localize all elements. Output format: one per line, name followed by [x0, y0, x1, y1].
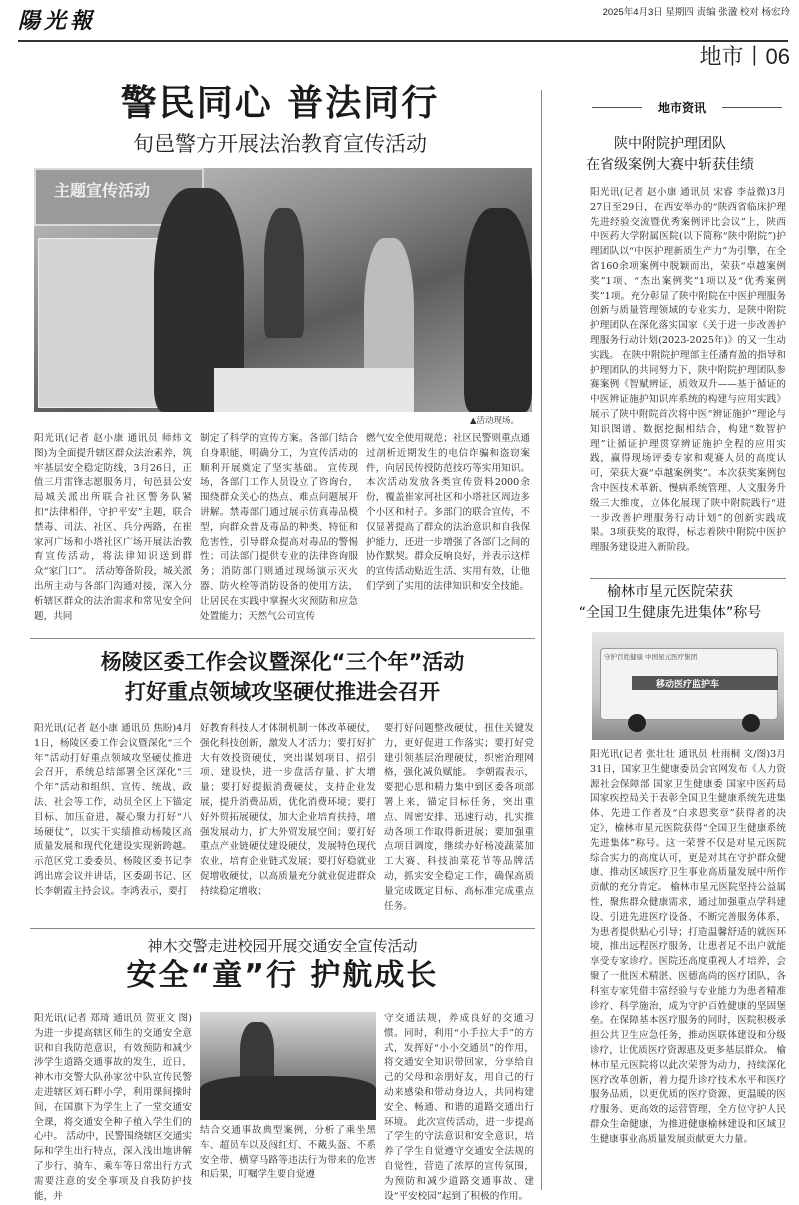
- sidebar-story-a-headline-line2: 在省级案例大赛中斩获佳绩: [586, 157, 754, 173]
- story2-column-1: 阳光讯(记者 赵小康 通讯员 焦盼)4月1日，杨陵区委工作会议暨深化“三个年”活动打好重点领域攻坚硬仗推进会召开，系统总结部署全区深化“三个年”活动和组织、宣传、统战、政法、社会等工作，动员全区上下锚定目标、加压奋进，凝心聚力打好“八场硬仗”，以实干实绩推动杨陵区高质量发展和现代化建设实现新跨越。 示范区党工委委员、杨陵区委书记李鸿出席会议并讲话，区委副书记、区长李朝霞主持会议。李鸿表示，要打: [34, 723, 192, 897]
- story2-headline-line2: 打好重点领域攻坚硬仗推进会召开: [125, 680, 440, 704]
- photo-table: [214, 368, 414, 412]
- photo-sign-text: 主题宣传活动: [54, 181, 151, 200]
- sidebar-story-b-headline-line2: “全国卫生健康先进集体”称号: [578, 605, 762, 621]
- sidebar-story-b-headline-line1: 榆林市星元医院荣获: [607, 584, 733, 600]
- story1-column-2: 制定了科学的宣传方案。各部门结合自身职能，明确分工，为宣传活动的顺利开展奠定了坚实基础。 宣传现场，各部门工作人员设立了咨询台，围绕群众关心的热点、难点问题展开讲解。禁毒部门通过展示仿真毒品模型，向群众普及毒品的种类、特征和危害性，引导群众提高对毒品的警惕性；司法部门提供专业的法律咨询服务；消防部门则通过现场演示灭火器、防火栓等消防设备的使用方法，让居民在实践中掌握火灾预防和应急处置能力；天然气公司宣传: [200, 433, 358, 622]
- story3-column-3: 守交通法规，养成良好的交通习惯。同时，利用“小手拉大手”的方式，发挥好“小小交通员”的作用，将交通安全知识带回家，分享给自己的父母和亲朋好友，用自己的行动来感染和带动身边人，共同构建安全、畅通、和谐的道路交通出行环境。 此次宣传活动，进一步提高了学生的守法意识和安全意识，培养了学生自觉遵守交通安全法规的自觉性，营造了浓厚的宣传氛围，为预防和减少道路交通事故、建设“平安校园”起到了积极的作用。: [384, 1013, 534, 1202]
- photo-wheel: [628, 714, 646, 732]
- story1-column-1: 阳光讯(记者 赵小康 通讯员 师炜文 图)为全面提升辖区群众法治素养，筑牢基层安全稳定防线，3月26日，正值三月雷锋志愿服务月，旬邑县公安局城关派出所联合社区警务队紧扣“法律相伴，守护平安”主题，联合禁毒、司法、社区、兵分两路，在崔家河广场和小塔社区广场开展法治教育宣传活动，将法律知识送到群众“家门口”。 活动筹备阶段，城关派出所主动与各部门沟通对接，深入分析辖区群众的法治需求和常见安全问题，共同: [34, 433, 192, 622]
- story3-photo: [200, 1012, 376, 1120]
- story-divider: [30, 928, 535, 929]
- story2-column-3: 要打好问题整改硬仗，扭住关键发力，更好促进工作落实；要打好党建引领基层治理硬仗，织密治理网格，强化减负赋能。 李朝霞表示，要把心思和精力集中到区委各项部署上来，锚定目标任务，突出重点、周密安排、迅速行动，扎实推动各项工作取得新进展；要加强重点项目调度，继续办好杨凌蔬菜加工大赛、科技油菜花节等品牌活动，抓实安全稳定工作，确保高质量完成既定目标、高标准完成重点任务。: [384, 723, 534, 912]
- photo-crowd: [200, 1076, 376, 1120]
- newspaper-masthead: 陽光報: [18, 8, 97, 34]
- story3-column-1: 阳光讯(记者 郑琦 通讯员 贺亚文 图)为进一步提高辖区师生的交通安全意识和自我防范意识，有效预防和减少涉学生道路交通事故的发生，近日，神木市交警大队孙家岔中队宣传民警走进辖区刘石畔小学，利用课间操时间，在国旗下为学生上了一堂交通安全课，将交通安全种子植入学生们的心中。 活动中，民警围绕辖区交通实际和学生出行特点，深入浅出地讲解了步行、骑车、乘车等日常出行方式需要注意的安全事项及自我防护技能，并: [34, 1013, 192, 1202]
- sidebar-story-b-body: 阳光讯(记者 张壮壮 通讯员 杜雨桐 文/图)3月31日，国家卫生健康委员会官网发布《人力资源社会保障部 国家卫生健康委 国家中医药局 国家疾控局关于表彰全国卫生健康系统先进集体、先进工作者及“白求恩奖章”获得者的决定》，榆林市星元医院获得“全国卫生健康系统先进集体”称号。这一荣誉不仅是对星元医院综合实力的高度认可，更是对其在守护群众健康、推动区域医疗卫生事业高质量发展中所作贡献的充分肯定。 榆林市星元医院坚持公益属性，聚焦群众健康需求，通过加强重点学科建设、引进先进医疗设备、不断完善服务体系，为患者提供贴心引导；打造温馨舒适的就医环境，推出远程医疗服务，让患者足不出户就能享受专家诊疗。医院还高度重视人才培养，会聚了一批医术精湛、医德高尚的医疗团队，各科室专家凭借丰富经验与专业能力为患者精准诊疗、科学施治，成为守护百姓健康的坚固堡垒。在保障基本医疗服务的同时，医院积极承担公共卫生应急任务，推动医联体建设和分级诊疗，让优质医疗资源惠及更多基层群众。 榆林市星元医院将以此次荣誉为动力，持续深化医疗改革创新，着力提升诊疗技术水平和医疗服务品质，以更优质的医疗资源、更温暖的医疗服务、更高效的运营管理，全方位守护人民群众生命健康，为推进健康榆林建设和区域卫生健康事业高质量发展贡献更大力量。: [590, 749, 786, 1145]
- sidebar-tag-rule: [722, 107, 782, 108]
- story2-headline-line1: 杨陵区委工作会议暨深化“三个年”活动: [100, 650, 465, 674]
- story1-photo-caption: ▲活动现场。: [470, 416, 520, 426]
- story1-subhead: 旬邑警方开展法治教育宣传活动: [133, 132, 427, 156]
- story2-column-2: 好教育科技人才体制机制一体改革硬仗，强化科技创新，激发人才活力；要打好扩大有效投资硬仗，突出谋划项目、招引项、建设快，进一步盘活存量、扩大增量；要打好提振消费硬仗，支持企业发展，提升消费品质，优化消费环境；要打好外贸拓展硬仗，加大企业培育扶持，增强发展动力，扩大外贸发展空间；要打好重点产业链硬仗建设硬仗，发展特色现代农业，培育企业链式发展；要打好稳就业促增收硬仗，以高质量充分就业促进群众持续稳定增收；: [200, 723, 376, 897]
- story3-column-2: 结合交通事故典型案例，分析了乘坐黑车、超员车以及闯红灯、不戴头盔、不系安全带、横穿马路等违法行为带来的危害和后果，叮嘱学生要自觉遵: [200, 1125, 376, 1181]
- sidebar-tag-rule: [592, 107, 642, 108]
- dateline: 2025年4月3日 星期四 责编 张溋 校对 杨宏玲: [602, 7, 790, 18]
- sidebar-story-a-body: 阳光讯(记者 赵小康 通讯员 宋睿 李益微)3月27日至29日，在西安举办的“陕西省临床护理先进经验交流暨优秀案例评比会议”上，陕西中医药大学附属医院(以下简称“陕中附院”)护理团队以“中医护理新质生产力”为引擎，在全省160余项案例中脱颖而出，荣获“卓越案例奖”1项、“杰出案例奖”1项以及“优秀案例奖”1项。充分彰显了陕中附院在中医护理服务创新与质量管理领域的专业实力，是陕中附院护理团队在深化落实国家《关于进一步改善护理服务行动计划(2023-2025年)》的又一生动实践。 在陕中附院护理部主任潘育盈的指导和护理团队的共同努力下，陕中附院护理团队参赛案例《智赋辨证，质效双升——基于循证的中医辨证施护知识库系统的构建与应用实践》展示了陕中附院首次将中医“辨证施护”理论与知识图谱、数据挖掘相结合，构建“数智护理”让循证护理贯穿辨证施护全程的应用实践，赢得现场评委专家和观赛人员的高度认可，荣获大赛“卓越案例奖”。本次获奖案例包含中医技术革新、慢病系统管理、人文服务升级三大维度，立体化展现了陕中附院践行“进一步改善护理服务行动计划”的创新实践成果。3项获奖的取得，标志着陕中附院中医护理服务建设进入新阶段。: [590, 187, 786, 554]
- sidebar-tag: 地市资讯: [657, 101, 706, 115]
- column-divider: [541, 90, 542, 1190]
- photo-figure: [464, 208, 532, 412]
- story1-headline: 警民同心 普法同行: [120, 83, 440, 124]
- story-divider: [30, 638, 535, 639]
- sidebar-story-b-photo: [592, 632, 784, 740]
- story3-subhead: 神木交警走进校园开展交通安全宣传活动: [147, 937, 418, 955]
- story3-headline: 安全“童”行 护航成长: [126, 958, 439, 993]
- story1-photo: [34, 168, 532, 412]
- story1-column-3: 燃气安全使用规范；社区民警则重点通过剖析近期发生的电信诈骗和盗窃案件，向居民传授防范技巧等实用知识。 本次活动发放各类宣传资料2000余份，覆盖崔家河社区和小塔社区周边多个小区和村子。多部门的联合宣传，不仅显著提高了群众的法治意识和自我保护能力，还进一步增强了各部门之间的协作默契。群众反响良好，并表示这样的宣传活动贴近生活、实用有效，让他们学到了实用的法律知识和安全技能。: [366, 433, 530, 592]
- photo-figure: [264, 208, 304, 338]
- sidebar-divider: [590, 578, 786, 579]
- section-label: 地市丨06: [699, 44, 790, 69]
- photo-truck-sign-1: 守护百姓健康 中国星元医疗集团: [604, 653, 698, 661]
- photo-wheel: [742, 714, 760, 732]
- photo-truck-sign-2: 移动医疗监护车: [656, 680, 720, 690]
- sidebar-story-a-headline-line1: 陕中附院护理团队: [614, 136, 726, 152]
